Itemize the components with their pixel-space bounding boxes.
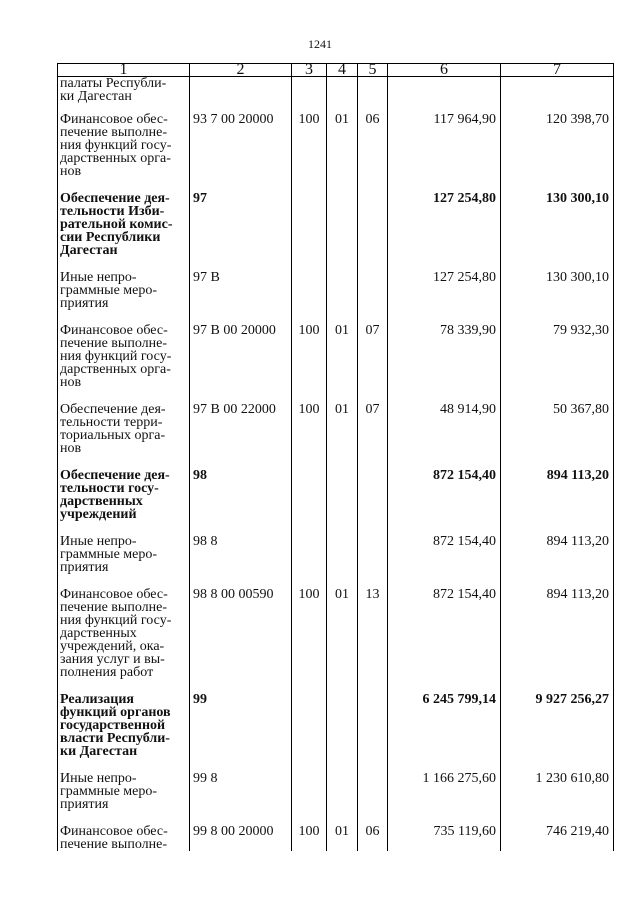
row-code: 97 bbox=[190, 192, 292, 271]
row-amount-2: 130 300,10 bbox=[501, 192, 614, 271]
row-col-4: 01 bbox=[327, 825, 358, 851]
row-col-5: 06 bbox=[358, 825, 388, 851]
row-name: Финансовое обес- печение выполне- ния функций госу- дарственных орга- нов bbox=[58, 113, 190, 192]
row-col-3: 100 bbox=[292, 403, 327, 469]
row-code: 98 8 00 00590 bbox=[190, 588, 292, 693]
row-col-3: 100 bbox=[292, 324, 327, 403]
table-row bbox=[58, 403, 614, 469]
row-col-3 bbox=[292, 271, 327, 324]
row-amount-2: 50 367,80 bbox=[501, 403, 614, 469]
row-amount-2: 894 113,20 bbox=[501, 588, 614, 693]
row-code: 99 8 00 20000 bbox=[190, 825, 292, 851]
row-name: Реализация функций органов государственной власти Республи- ки Дагестан bbox=[58, 693, 190, 772]
row-amount-1: 117 964,90 bbox=[388, 113, 501, 192]
row-amount-2: 9 927 256,27 bbox=[501, 693, 614, 772]
row-code: 99 bbox=[190, 693, 292, 772]
row-amount-2 bbox=[501, 77, 614, 114]
row-col-5 bbox=[358, 77, 388, 114]
table-row bbox=[58, 113, 614, 192]
table-row bbox=[58, 772, 614, 825]
row-code: 93 7 00 20000 bbox=[190, 113, 292, 192]
row-col-3: 100 bbox=[292, 588, 327, 693]
row-amount-1: 127 254,80 bbox=[388, 271, 501, 324]
row-col-3: 100 bbox=[292, 113, 327, 192]
header-row bbox=[58, 64, 614, 77]
row-col-5: 13 bbox=[358, 588, 388, 693]
row-amount-2: 894 113,20 bbox=[501, 535, 614, 588]
row-col-5 bbox=[358, 192, 388, 271]
row-name: Обеспечение дея- тельности Изби- рательной комис- сии Республики Дагестан bbox=[58, 192, 190, 271]
row-amount-2: 746 219,40 bbox=[501, 825, 614, 851]
row-amount-1: 872 154,40 bbox=[388, 535, 501, 588]
table-row bbox=[58, 324, 614, 403]
table-row bbox=[58, 77, 614, 114]
row-amount-2: 130 300,10 bbox=[501, 271, 614, 324]
row-col-5 bbox=[358, 535, 388, 588]
row-name: Финансовое обес- печение выполне- ния функций госу- дарственных орга- нов bbox=[58, 324, 190, 403]
row-col-4 bbox=[327, 271, 358, 324]
row-col-5 bbox=[358, 271, 388, 324]
row-code: 97 В 00 20000 bbox=[190, 324, 292, 403]
row-name: Финансовое обес- печение выполне- ния функций госу- дарственных учреждений, ока- зания услуг и вы- полнения работ bbox=[58, 588, 190, 693]
header-col-7: 7 bbox=[501, 64, 614, 77]
row-name: Обеспечение дея- тельности госу- дарственных учреждений bbox=[58, 469, 190, 535]
row-code: 98 8 bbox=[190, 535, 292, 588]
table-row bbox=[58, 192, 614, 271]
row-amount-1: 6 245 799,14 bbox=[388, 693, 501, 772]
row-col-3 bbox=[292, 192, 327, 271]
row-col-5: 06 bbox=[358, 113, 388, 192]
row-col-5 bbox=[358, 469, 388, 535]
row-col-4 bbox=[327, 469, 358, 535]
row-amount-1: 1 166 275,60 bbox=[388, 772, 501, 825]
row-col-3 bbox=[292, 693, 327, 772]
row-amount-2: 120 398,70 bbox=[501, 113, 614, 192]
row-amount-1: 48 914,90 bbox=[388, 403, 501, 469]
row-col-5: 07 bbox=[358, 324, 388, 403]
row-col-5 bbox=[358, 772, 388, 825]
row-col-4 bbox=[327, 772, 358, 825]
row-name: палаты Республи- ки Дагестан bbox=[58, 77, 190, 114]
header-col-2: 2 bbox=[190, 64, 292, 77]
table-row bbox=[58, 588, 614, 693]
row-amount-2: 1 230 610,80 bbox=[501, 772, 614, 825]
row-col-4: 01 bbox=[327, 324, 358, 403]
row-amount-1: 127 254,80 bbox=[388, 192, 501, 271]
row-code: 97 В 00 22000 bbox=[190, 403, 292, 469]
row-col-3: 100 bbox=[292, 825, 327, 851]
row-col-3 bbox=[292, 772, 327, 825]
row-col-4 bbox=[327, 535, 358, 588]
row-col-4: 01 bbox=[327, 113, 358, 192]
page-number: 1241 bbox=[308, 37, 332, 51]
header-col-5: 5 bbox=[358, 64, 388, 77]
row-col-4: 01 bbox=[327, 588, 358, 693]
row-name: Иные непро- граммные меро- приятия bbox=[58, 772, 190, 825]
table-row bbox=[58, 825, 614, 851]
row-amount-2: 894 113,20 bbox=[501, 469, 614, 535]
row-col-5: 07 bbox=[358, 403, 388, 469]
row-code: 99 8 bbox=[190, 772, 292, 825]
row-code: 98 bbox=[190, 469, 292, 535]
header-col-4: 4 bbox=[327, 64, 358, 77]
row-amount-1: 735 119,60 bbox=[388, 825, 501, 851]
row-name: Финансовое обес- печение выполне- bbox=[58, 825, 190, 851]
header-col-3: 3 bbox=[292, 64, 327, 77]
row-col-3 bbox=[292, 77, 327, 114]
row-col-4 bbox=[327, 77, 358, 114]
row-col-5 bbox=[358, 693, 388, 772]
table-row bbox=[58, 535, 614, 588]
header-col-6: 6 bbox=[388, 64, 501, 77]
budget-table bbox=[57, 63, 614, 851]
row-col-4 bbox=[327, 192, 358, 271]
row-col-4 bbox=[327, 693, 358, 772]
row-name: Обеспечение дея- тельности терри- ториальных орга- нов bbox=[58, 403, 190, 469]
table-row bbox=[58, 271, 614, 324]
row-amount-2: 79 932,30 bbox=[501, 324, 614, 403]
row-amount-1: 872 154,40 bbox=[388, 588, 501, 693]
header-col-1: 1 bbox=[58, 64, 190, 77]
table-row bbox=[58, 469, 614, 535]
row-amount-1: 78 339,90 bbox=[388, 324, 501, 403]
row-amount-1 bbox=[388, 77, 501, 114]
row-name: Иные непро- граммные меро- приятия bbox=[58, 271, 190, 324]
row-code bbox=[190, 77, 292, 114]
row-name: Иные непро- граммные меро- приятия bbox=[58, 535, 190, 588]
row-col-3 bbox=[292, 535, 327, 588]
row-col-4: 01 bbox=[327, 403, 358, 469]
table-row bbox=[58, 693, 614, 772]
row-amount-1: 872 154,40 bbox=[388, 469, 501, 535]
row-code: 97 В bbox=[190, 271, 292, 324]
row-col-3 bbox=[292, 469, 327, 535]
